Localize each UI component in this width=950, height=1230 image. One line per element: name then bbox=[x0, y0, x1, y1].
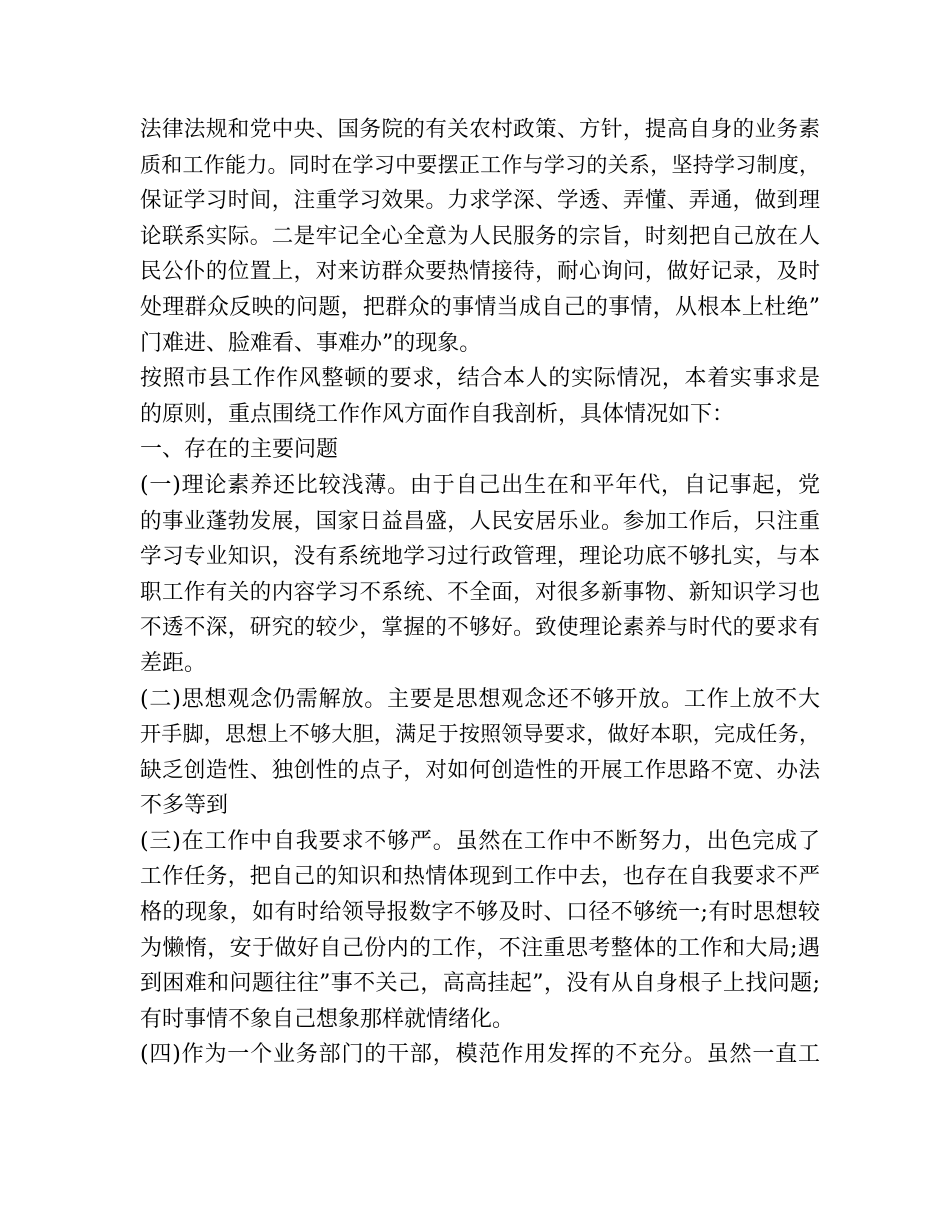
text-line: 开手脚，思想上不够大胆，满足于按照领导要求，做好本职，完成任务， bbox=[140, 722, 820, 747]
text-line: 到困难和问题往往”事不关己，高高挂起”，没有从自身根子上找问题; bbox=[140, 971, 820, 997]
text-line: 职工作有关的内容学习不系统、不全面，对很多新事物、新知识学习也 bbox=[140, 579, 820, 605]
text-line: 按照市县工作作风整顿的要求，结合本人的实际情况，本着实事求是 bbox=[140, 366, 820, 392]
text-line: 处理群众反映的问题，把群众的事情当成自己的事情，从根本上杜绝” bbox=[140, 294, 820, 320]
text-line: 缺乏创造性、独创性的点子，对如何创造性的开展工作思路不宽、办法 bbox=[140, 757, 820, 783]
text-line: (一)理论素养还比较浅薄。由于自己出生在和平年代，自记事起，党 bbox=[140, 472, 820, 498]
text-line: 的原则，重点围绕工作作风方面作自我剖析，具体情况如下： bbox=[140, 401, 735, 427]
text-line: 有时事情不象自己想象那样就情绪化。 bbox=[140, 1006, 515, 1032]
text-line: (二)思想观念仍需解放。主要是思想观念还不够开放。工作上放不大 bbox=[140, 686, 820, 712]
text-line: 差距。 bbox=[140, 650, 207, 676]
text-line: 质和工作能力。同时在学习中要摆正工作与学习的关系，坚持学习制度， bbox=[140, 152, 820, 177]
text-line: 门难进、脸难看、事难办”的现象。 bbox=[140, 330, 482, 356]
text-line: 不多等到 bbox=[140, 793, 229, 819]
text-line: 学习专业知识，没有系统地学习过行政管理，理论功底不够扎实，与本 bbox=[140, 544, 820, 570]
text-line: 一、存在的主要问题 bbox=[140, 437, 339, 463]
document-body bbox=[140, 112, 820, 1073]
text-line: 法律法规和党中央、国务院的有关农村政策、方针，提高自身的业务素 bbox=[140, 117, 820, 142]
text-line: (四)作为一个业务部门的干部，模范作用发挥的不充分。虽然一直工 bbox=[140, 1042, 820, 1068]
text-line: (三)在工作中自我要求不够严。虽然在工作中不断努力，出色完成了 bbox=[140, 828, 820, 854]
text-line: 工作任务，把自己的知识和热情体现到工作中去，也存在自我要求不严 bbox=[140, 864, 820, 890]
text-line: 为懒惰，安于做好自己份内的工作，不注重思考整体的工作和大局;遇 bbox=[140, 935, 820, 961]
text-line: 民公仆的位置上，对来访群众要热情接待，耐心询问，做好记录，及时 bbox=[140, 259, 820, 285]
text-line: 的事业蓬勃发展，国家日益昌盛，人民安居乐业。参加工作后，只注重 bbox=[140, 508, 820, 534]
text-line: 论联系实际。二是牢记全心全意为人民服务的宗旨，时刻把自己放在人 bbox=[140, 223, 820, 249]
text-line: 不透不深，研究的较少，掌握的不够好。致使理论素养与时代的要求有 bbox=[140, 615, 820, 641]
text-line: 格的现象，如有时给领导报数字不够及时、口径不够统一;有时思想较 bbox=[140, 900, 820, 926]
text-line: 保证学习时间，注重学习效果。力求学深、学透、弄懂、弄通，做到理 bbox=[140, 188, 820, 214]
